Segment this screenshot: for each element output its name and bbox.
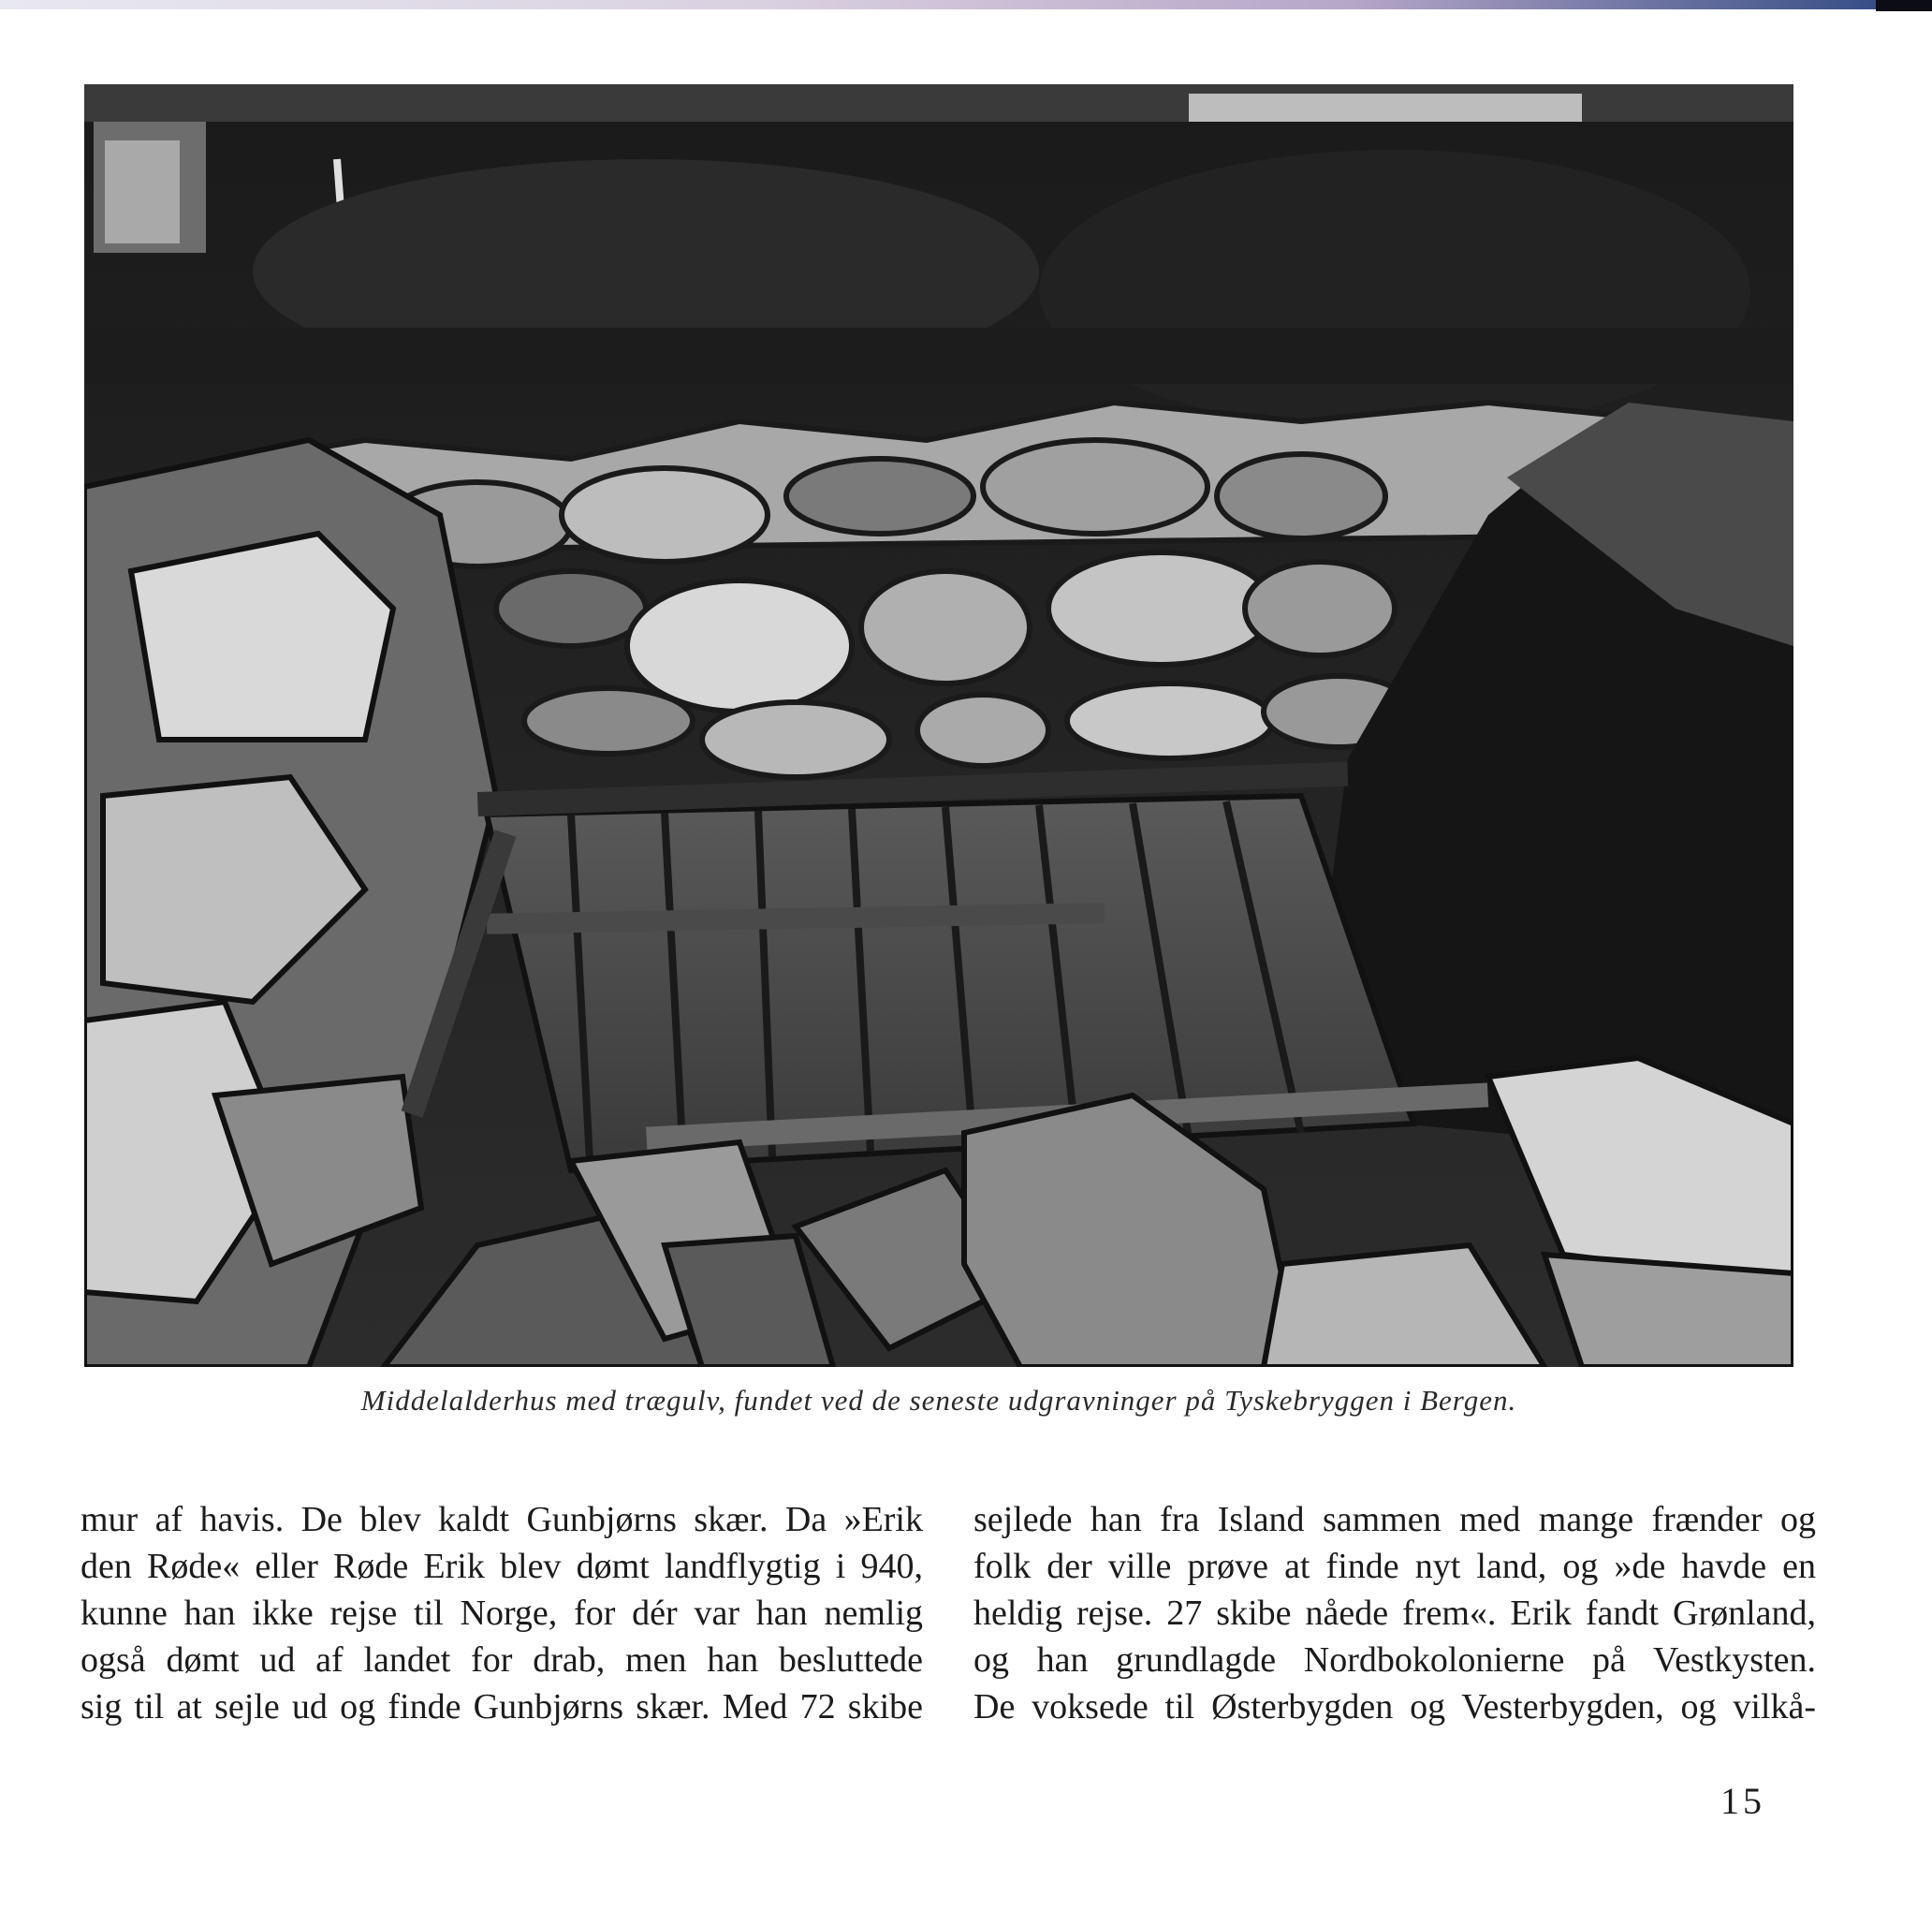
text-line: heldig rejse. 27 skibe nåede frem«. Erik fandt Grønland, [973,1594,1816,1633]
text-line: sig til at sejle ud og finde Gunbjørns skær. Med 72 skibe [80,1687,923,1727]
page-number: 15 [1720,1780,1765,1822]
photo-drawing [84,84,1793,1367]
body-column-left [80,1496,923,1730]
scan-edge-corner [1876,0,1932,11]
photograph [84,84,1793,1367]
body-column-right [973,1496,1816,1730]
text-line: den Røde« eller Røde Erik blev dømt landflygtig i 940, [80,1547,923,1586]
scan-edge [0,0,1932,9]
photo-caption: Middelalderhus med trægulv, fundet ved de seneste udgravninger på Tyskebryggen i Bergen. [360,1384,1517,1417]
text-line: De voksede til Østerbygden og Vesterbygden, og vilkå- [973,1687,1816,1727]
text-line: og han grundlagde Nordbokolonierne på Vestkysten. [973,1640,1816,1680]
text-line: også dømt ud af landet for drab, men han besluttede [80,1640,923,1680]
text-line: mur af havis. De blev kaldt Gunbjørns skær. Da »Erik [80,1500,923,1539]
text-line: sejlede han fra Island sammen med mange frænder og [973,1500,1816,1539]
text-line: kunne han ikke rejse til Norge, for dér var han nemlig [80,1594,923,1633]
text-line: folk der ville prøve at finde nyt land, og »de havde en [973,1547,1816,1586]
